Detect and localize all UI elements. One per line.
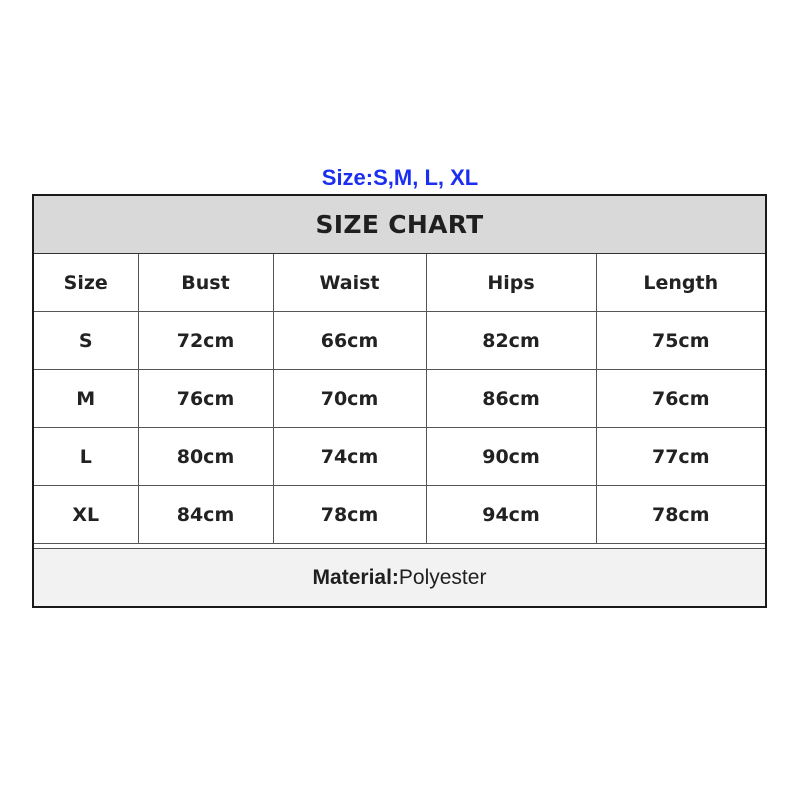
header-hips: Hips [426,254,596,312]
table-header-row [34,254,765,312]
cell-size: L [34,428,138,486]
material-label: Material: [312,565,399,589]
cell-bust: 80cm [138,428,273,486]
header-size: Size [34,254,138,312]
cell-bust: 76cm [138,370,273,428]
material-footer [34,548,765,606]
size-chart [32,194,767,608]
size-caption: Size:S,M, L, XL [321,165,479,190]
cell-hips: 90cm [426,428,596,486]
size-table [34,254,765,544]
cell-bust: 72cm [138,312,273,370]
cell-waist: 78cm [273,486,426,544]
cell-hips: 94cm [426,486,596,544]
cell-bust: 84cm [138,486,273,544]
cell-size: XL [34,486,138,544]
cell-hips: 82cm [426,312,596,370]
header-waist: Waist [273,254,426,312]
cell-size: M [34,370,138,428]
table-row [34,428,765,486]
table-row [34,312,765,370]
table-row [34,370,765,428]
table-row [34,486,765,544]
cell-size: S [34,312,138,370]
cell-length: 76cm [596,370,765,428]
cell-length: 78cm [596,486,765,544]
cell-hips: 86cm [426,370,596,428]
material-value: Polyester [398,565,487,589]
cell-length: 75cm [596,312,765,370]
cell-waist: 74cm [273,428,426,486]
cell-waist: 70cm [273,370,426,428]
header-bust: Bust [138,254,273,312]
cell-length: 77cm [596,428,765,486]
cell-waist: 66cm [273,312,426,370]
header-length: Length [596,254,765,312]
chart-title: SIZE CHART [34,196,765,254]
